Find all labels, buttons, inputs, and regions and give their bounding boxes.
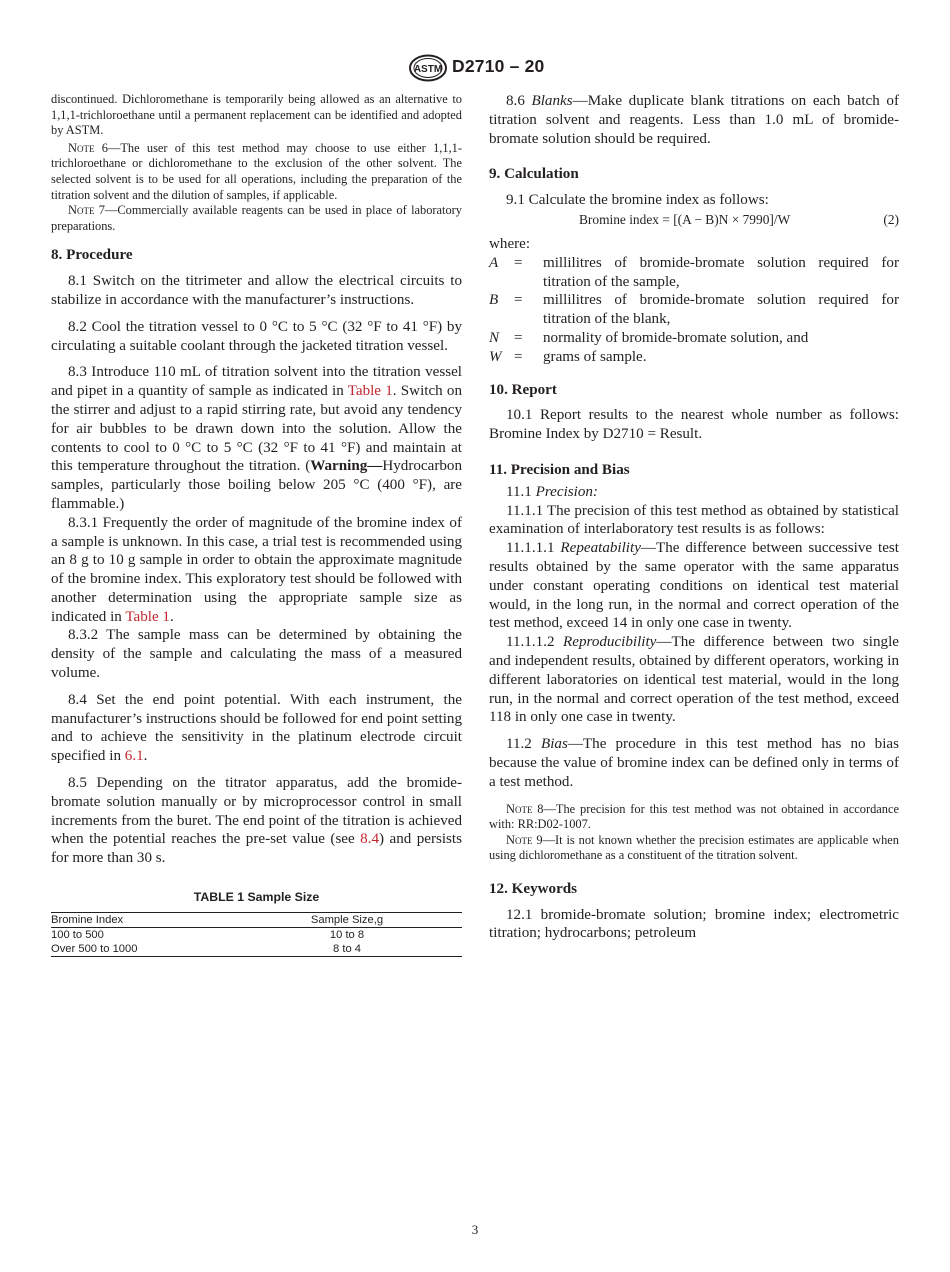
- left-column: [51, 92, 462, 957]
- symbol-b: B: [489, 292, 499, 309]
- note-9-label: Note 9: [506, 832, 543, 847]
- note-8-label: Note 8: [506, 801, 544, 816]
- warning-label: Warning—: [310, 458, 383, 475]
- paragraph-8-3-2: 8.3.2 The sample mass can be determined by obtaining the density of the sample and calculating the mass of a measured volume.: [51, 627, 462, 682]
- page-number: 3: [471, 1222, 479, 1237]
- list-item: N = normality of bromide-bromate solution, and: [489, 329, 809, 346]
- table-cell: 8 to 4: [333, 942, 361, 955]
- table-header-bromine-index: Bromine Index: [51, 913, 124, 926]
- right-column: [489, 92, 899, 943]
- note-6-label: Note 6: [68, 140, 108, 155]
- paragraph-11-2: 11.2 Bias—The procedure in this test method has no bias because the value of bromine index can be defined only in terms of a test method.: [489, 736, 899, 790]
- table-cell: 10 to 8: [329, 928, 365, 941]
- list-item: B = millilitres of bromide-bromate solution required for titration of the blank,: [489, 292, 899, 328]
- list-item: W = grams of sample.: [489, 348, 647, 365]
- section-6-1-link[interactable]: 6.1: [124, 748, 144, 765]
- equation-body: Bromine index = [(A − B)N × 7990]/W: [579, 211, 791, 227]
- note-7-text: —Commercially available reagents can be used in place of laboratory preparations.: [51, 203, 462, 233]
- note-8: [489, 802, 899, 833]
- table-cell: 100 to 500: [51, 928, 104, 941]
- equation-number: (2): [883, 211, 899, 227]
- repeatability-term: Repeatability: [560, 540, 641, 557]
- note-7: [51, 203, 462, 234]
- where-label: where:: [489, 235, 531, 252]
- document-title: D2710 – 20: [452, 56, 545, 76]
- section-9-heading: 9. Calculation: [489, 166, 579, 183]
- list-item: A = millilitres of bromide-bromate solution required for titration of the sample,: [489, 254, 899, 290]
- paragraph-8-3: 8.3 Introduce 110 mL of titration solvent into the titration vessel and pipet in a quantity of sample as indicated in Table 1. Switch on the stirrer and adjust to a rapid stirring rate, but avoid any tendency for air bubbles to be drawn down into the solution. Allow the contents to cool to 0 °C to 5 °C (32 °F to 41 °F) and maintain at this temperature throughout the titration. (Warning—Hydrocarbon samples, particularly those boiling below 205 °C (400 °F), are flammable.): [51, 364, 463, 512]
- table-header-sample-size: Sample Size,g: [310, 913, 384, 926]
- paragraph-8-1: 8.1 Switch on the titrimeter and allow the electrical circuits to stabilize in accordance with the manufacturer’s instructions.: [51, 273, 462, 308]
- paragraph-11-1-1: 11.1.1 The precision of this test method as obtained by statistical examination of interlaboratory test results is as follows:: [489, 502, 899, 538]
- paragraph-8-3-1: 8.3.1 Frequently the order of magnitude of the bromine index of a sample is unknown. In this case, a trial test is recommended using an 8 g to 10 g sample in order to obtain the approximate magnitude of the bromine index. This exploratory test should be followed with another determination using the appropriate sample size as indicated in Table 1.: [51, 514, 462, 625]
- table-1-link[interactable]: Table 1: [125, 608, 170, 625]
- section-8-4-link[interactable]: 8.4: [360, 831, 380, 848]
- table-row: [51, 927, 462, 942]
- bias-term: Bias: [540, 736, 568, 753]
- note-9: [489, 833, 899, 864]
- section-8-heading: 8. Procedure: [51, 247, 133, 264]
- bromine-index-equation: [489, 210, 899, 232]
- note-8-text: —The precision for this test method was not obtained in accordance with: RR:D02-1007.: [489, 801, 899, 832]
- table-header-row: [51, 912, 462, 927]
- where-list: [489, 254, 899, 367]
- section-12-heading: 12. Keywords: [489, 880, 578, 897]
- table-cell: Over 500 to 1000: [51, 942, 138, 955]
- note-9-text: —It is not known whether the precision estimates are applicable when using dichloromethane as a constituent of the titration solvent.: [489, 832, 899, 863]
- paragraph-8-4: 8.4 Set the end point potential. With each instrument, the manufacturer’s instructions should be followed for end point setting and to achieve the sensitivity in the platinum electrode circuit specified in 6.1.: [51, 691, 462, 765]
- table-row: [51, 942, 462, 957]
- sample-size-table: [51, 912, 462, 957]
- table-1-link[interactable]: Table 1: [347, 383, 393, 400]
- page-header: [0, 54, 950, 84]
- paragraph-11-1: 11.1 Precision:: [506, 483, 598, 500]
- paragraph-continued: discontinued. Dichloromethane is temporarily being allowed as an alternative to 1,1,1-trichloroethane until a permanent replacement can be identified and adopted by ASTM.: [51, 92, 462, 138]
- paragraph-12-1: 12.1 bromide-bromate solution; bromine index; electrometric titration; hydrocarbons; petroleum: [489, 906, 899, 942]
- paragraph-8-2: 8.2 Cool the titration vessel to 0 °C to 5 °C (32 °F to 41 °F) by circulating a suitable coolant through the jacketed titration vessel.: [51, 318, 462, 354]
- symbol-w: W: [489, 348, 502, 365]
- paragraph-8-5: 8.5 Depending on the titrator apparatus, add the bromide-bromate solution manually or by microprocessor control in small increments from the buret. The end point of the titration is achieved when the potential reaches the pre-set value (see 8.4) and persists for more than 30 s.: [51, 775, 462, 867]
- table-1-caption: TABLE 1 Sample Size: [193, 890, 320, 905]
- paragraph-8-6: 8.6 Blanks—Make duplicate blank titrations on each batch of titration solvent and reagents. Less than 1.0 mL of bromide-bromate solution should be required.: [489, 93, 899, 147]
- precision-term: Precision:: [535, 483, 598, 500]
- section-11-heading: 11. Precision and Bias: [489, 461, 630, 478]
- reproducibility-term: Reproducibility: [563, 634, 657, 651]
- astm-logo-icon: [408, 54, 448, 82]
- section-10-heading: 10. Report: [489, 381, 557, 398]
- paragraph-9-1: 9.1 Calculate the bromine index as follows:: [506, 192, 769, 209]
- note-6-text: —The user of this test method may choose to use either 1,1,1-trichloroethane or dichloromethane to the exclusion of the other solvent. The selected solvent is to be used for all operations, including the preparation of the titration solvent and the dilution of samples, if applicable.: [51, 140, 462, 202]
- blanks-term: Blanks: [531, 93, 573, 109]
- paragraph-11-1-1-1: 11.1.1.1 Repeatability—The difference between successive test results obtained by the same operator with the same apparatus under constant operating conditions on identical test material would, in the long run, in the normal and correct operation of the test method, exceed 14 in only one case in twenty.: [489, 540, 899, 632]
- note-6: [51, 141, 462, 203]
- logo-text: ASTM: [413, 64, 443, 75]
- symbol-n: N: [489, 329, 500, 346]
- paragraph-11-1-1-2: 11.1.1.2 Reproducibility—The difference between two single and independent results, obtained by different operators, working in different laboratories on identical test material, would in the long run, in the normal and correct operation of the test method, exceed 118 in only one case in twenty.: [489, 634, 899, 726]
- note-7-label: Note 7: [68, 203, 105, 218]
- symbol-a: A: [489, 254, 499, 271]
- paragraph-10-1: 10.1 Report results to the nearest whole number as follows: Bromine Index by D2710 = Result.: [489, 407, 899, 443]
